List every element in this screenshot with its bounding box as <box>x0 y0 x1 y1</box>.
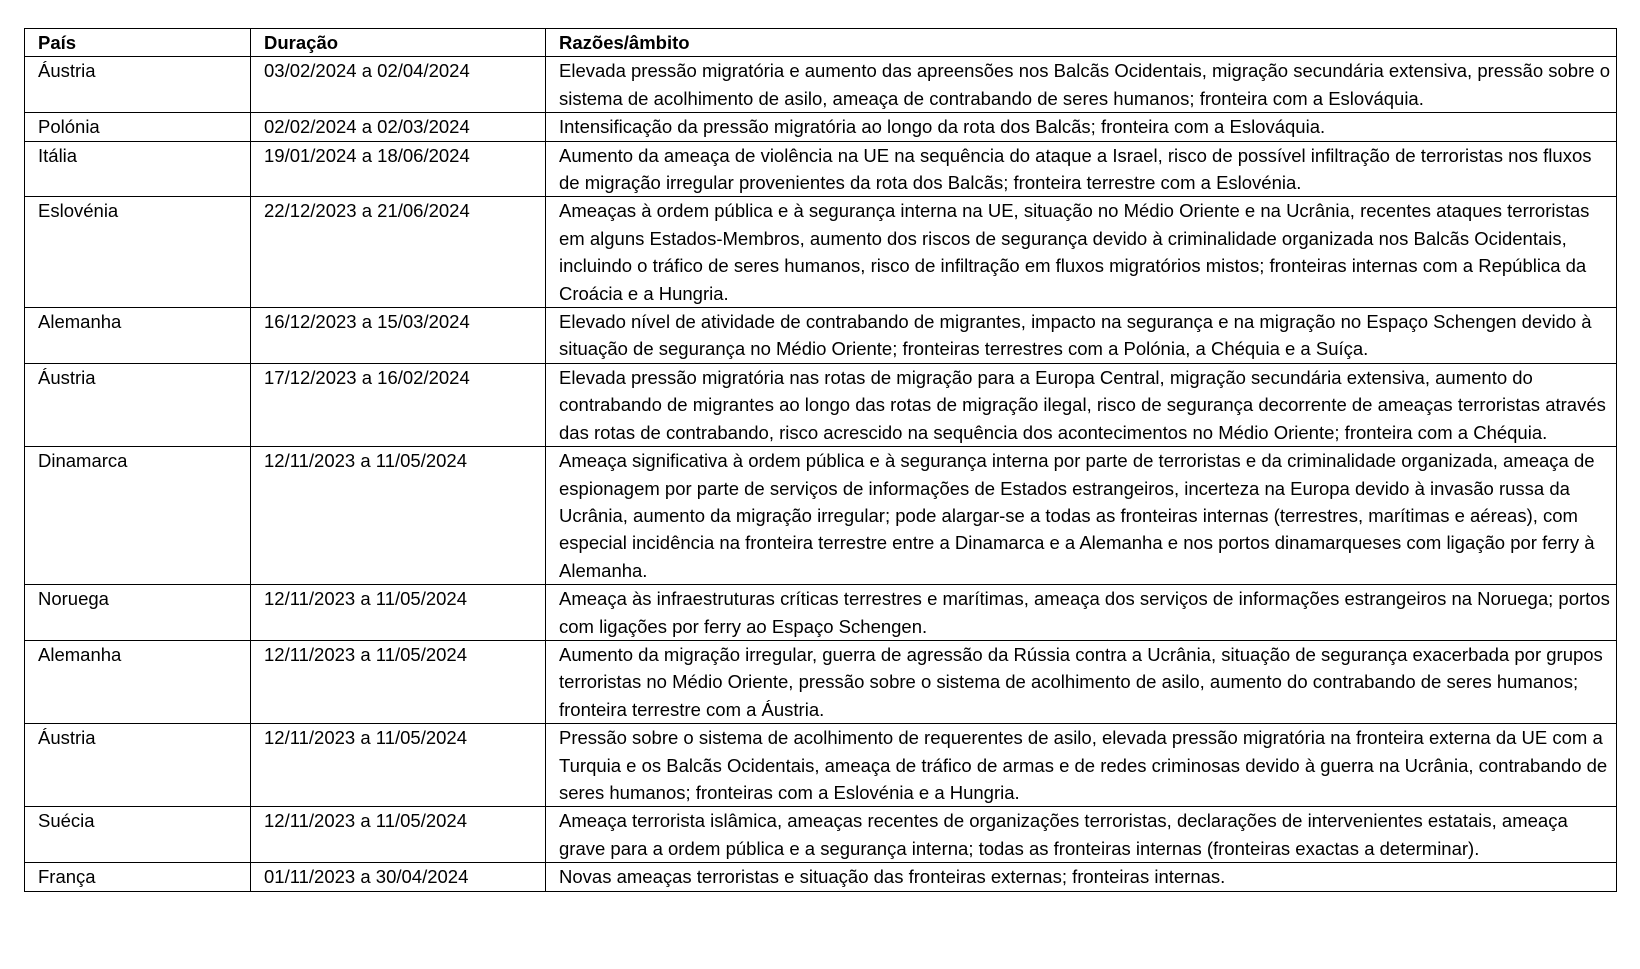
table-row <box>25 447 1617 585</box>
border-controls-table <box>24 28 1617 892</box>
cell-reasons: Intensificação da pressão migratória ao longo da rota dos Balcãs; fronteira com a Eslováquia. <box>546 113 1617 141</box>
cell-country: Áustria <box>25 363 251 446</box>
cell-reasons: Ameaça significativa à ordem pública e à segurança interna por parte de terroristas e da criminalidade organizada, ameaça de espionagem por parte de serviços de informações de Estados estrangeiros, incerteza na Europa devido à invasão russa da Ucrânia, aumento da migração irregular; pode alargar-se a todas as fronteiras internas (terrestres, marítimas e aéreas), com especial incidência na fronteira terrestre entre a Dinamarca e a Alemanha e nos portos dinamarqueses com ligação por ferry à Alemanha. <box>546 447 1617 585</box>
border-controls-table-container <box>24 28 1616 892</box>
cell-duration: 12/11/2023 a 11/05/2024 <box>251 447 546 585</box>
cell-country: Dinamarca <box>25 447 251 585</box>
table-row <box>25 807 1617 863</box>
cell-duration: 12/11/2023 a 11/05/2024 <box>251 640 546 723</box>
cell-reasons: Aumento da migração irregular, guerra de agressão da Rússia contra a Ucrânia, situação de segurança exacerbada por grupos terroristas no Médio Oriente, pressão sobre o sistema de acolhimento de asilo, aumento do contrabando de seres humanos; fronteira terrestre com a Áustria. <box>546 640 1617 723</box>
cell-duration: 19/01/2024 a 18/06/2024 <box>251 141 546 197</box>
cell-country: Alemanha <box>25 308 251 364</box>
table-row <box>25 585 1617 641</box>
cell-country: Áustria <box>25 57 251 113</box>
table-header-row <box>25 29 1617 57</box>
table-row <box>25 113 1617 141</box>
cell-reasons: Pressão sobre o sistema de acolhimento de requerentes de asilo, elevada pressão migratória na fronteira externa da UE com a Turquia e os Balcãs Ocidentais, ameaça de tráfico de armas e de redes criminosas devido à guerra na Ucrânia, contrabando de seres humanos; fronteiras com a Eslovénia e a Hungria. <box>546 724 1617 807</box>
table-body <box>25 57 1617 891</box>
cell-duration: 12/11/2023 a 11/05/2024 <box>251 585 546 641</box>
table-row <box>25 363 1617 446</box>
cell-country: Polónia <box>25 113 251 141</box>
cell-reasons: Ameaças à ordem pública e à segurança interna na UE, situação no Médio Oriente e na Ucrânia, recentes ataques terroristas em alguns Estados-Membros, aumento dos riscos de segurança devido à criminalidade organizada nos Balcãs Ocidentais, incluindo o tráfico de seres humanos, risco de infiltração em fluxos migratórios mistos; fronteiras internas com a República da Croácia e a Hungria. <box>546 197 1617 308</box>
cell-reasons: Novas ameaças terroristas e situação das fronteiras externas; fronteiras internas. <box>546 863 1617 891</box>
table-row <box>25 57 1617 113</box>
cell-duration: 03/02/2024 a 02/04/2024 <box>251 57 546 113</box>
cell-duration: 16/12/2023 a 15/03/2024 <box>251 308 546 364</box>
cell-country: Noruega <box>25 585 251 641</box>
cell-reasons: Elevada pressão migratória e aumento das apreensões nos Balcãs Ocidentais, migração secundária extensiva, pressão sobre o sistema de acolhimento de asilo, ameaça de contrabando de seres humanos; fronteira com a Eslováquia. <box>546 57 1617 113</box>
cell-country: Eslovénia <box>25 197 251 308</box>
cell-country: Alemanha <box>25 640 251 723</box>
cell-duration: 02/02/2024 a 02/03/2024 <box>251 113 546 141</box>
cell-reasons: Aumento da ameaça de violência na UE na sequência do ataque a Israel, risco de possível infiltração de terroristas nos fluxos de migração irregular provenientes da rota dos Balcãs; fronteira terrestre com a Eslovénia. <box>546 141 1617 197</box>
cell-duration: 12/11/2023 a 11/05/2024 <box>251 724 546 807</box>
cell-country: Itália <box>25 141 251 197</box>
table-row <box>25 141 1617 197</box>
cell-duration: 22/12/2023 a 21/06/2024 <box>251 197 546 308</box>
header-country: País <box>25 29 251 57</box>
cell-reasons: Elevada pressão migratória nas rotas de migração para a Europa Central, migração secundária extensiva, aumento do contrabando de migrantes ao longo das rotas de migração ilegal, risco de segurança decorrente de ameaças terroristas através das rotas de contrabando, risco acrescido na sequência dos acontecimentos no Médio Oriente; fronteira com a Chéquia. <box>546 363 1617 446</box>
header-duration: Duração <box>251 29 546 57</box>
table-row <box>25 197 1617 308</box>
cell-duration: 17/12/2023 a 16/02/2024 <box>251 363 546 446</box>
cell-reasons: Elevado nível de atividade de contrabando de migrantes, impacto na segurança e na migração no Espaço Schengen devido à situação de segurança no Médio Oriente; fronteiras terrestres com a Polónia, a Chéquia e a Suíça. <box>546 308 1617 364</box>
cell-reasons: Ameaça às infraestruturas críticas terrestres e marítimas, ameaça dos serviços de informações estrangeiros na Noruega; portos com ligações por ferry ao Espaço Schengen. <box>546 585 1617 641</box>
table-row <box>25 724 1617 807</box>
table-row <box>25 640 1617 723</box>
table-row <box>25 308 1617 364</box>
cell-country: Suécia <box>25 807 251 863</box>
table-row <box>25 863 1617 891</box>
cell-reasons: Ameaça terrorista islâmica, ameaças recentes de organizações terroristas, declarações de intervenientes estatais, ameaça grave para a ordem pública e a segurança interna; todas as fronteiras internas (fronteiras exactas a determinar). <box>546 807 1617 863</box>
cell-duration: 01/11/2023 a 30/04/2024 <box>251 863 546 891</box>
header-reasons: Razões/âmbito <box>546 29 1617 57</box>
cell-country: França <box>25 863 251 891</box>
cell-country: Áustria <box>25 724 251 807</box>
cell-duration: 12/11/2023 a 11/05/2024 <box>251 807 546 863</box>
